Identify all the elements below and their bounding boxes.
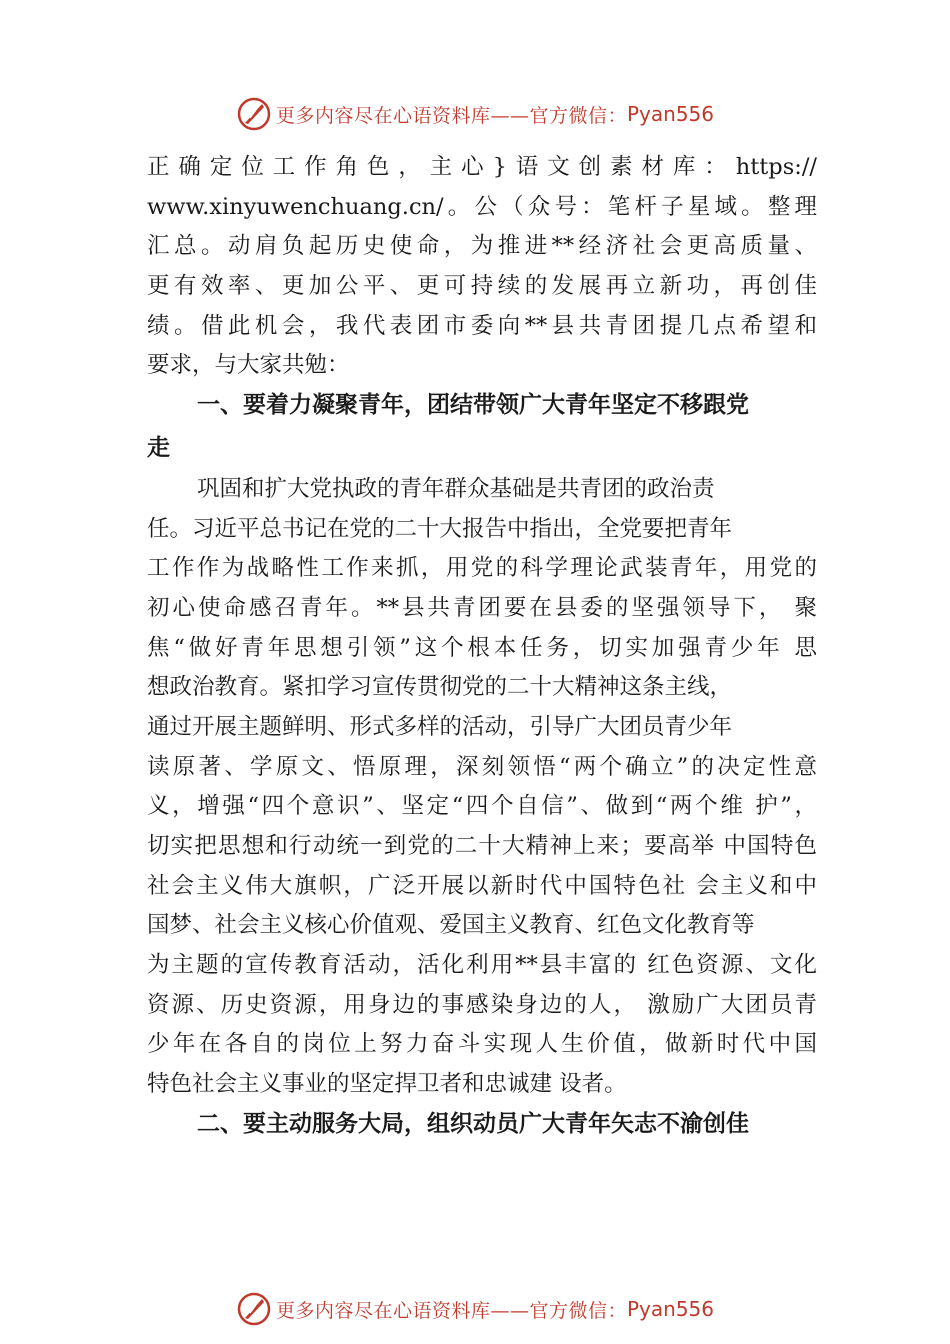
- paragraph-line: 切实把思想和行动统一到党的二十大精神上来；要高举 中国特色: [147, 833, 817, 859]
- paragraph-line: 巩固和扩大党执政的青年群众基础是共青团的政治责: [197, 475, 715, 502]
- paragraph-line: 读原著、学原文、悟原理，深刻领悟“两个确立”的决定性意: [147, 753, 817, 780]
- paragraph-line: 义，增强“四个意识”、坚定“四个自信”、做到“两个维 护”，: [147, 793, 817, 820]
- paragraph-line: 更有效率、更加公平、更可持续的发展再立新功，再创佳: [147, 273, 817, 300]
- paragraph-line: 绩。借此机会，我代表团市委向**县共青团提几点希望和: [147, 312, 817, 339]
- section-heading-line: 走: [147, 434, 170, 461]
- paragraph-line: 特色社会主义事业的坚定捍卫者和忠诚建 设者。: [147, 1071, 627, 1098]
- paragraph-line: 汇总。动肩负起历史使命，为推进**经济社会更高质量、: [147, 233, 817, 260]
- paragraph-line: 社会主义伟大旗帜，广泛开展以新时代中国特色社 会主义和中: [147, 872, 817, 899]
- section-heading-line: 一、要着力凝聚青年，团结带领广大青年坚定不移跟党: [197, 392, 749, 419]
- document-body: [147, 148, 817, 1145]
- quill-seal-icon: [236, 96, 272, 132]
- paragraph-line: 想政治教育。紧扣学习宣传贯彻党的二十大精神这条主线，: [147, 674, 733, 701]
- paragraph-line: 工作作为战略性工作来抓，用党的科学理论武装青年，用党的: [147, 555, 817, 582]
- paragraph-line: 资源、历史资源，用身边的事感染身边的人， 激励广大团员青: [147, 991, 817, 1018]
- paragraph-line: 少年在各自的岗位上努力奋斗实现人生价值，做新时代中国: [147, 1031, 817, 1058]
- quill-seal-icon: [236, 1291, 272, 1327]
- paragraph-line: 焦“做好青年思想引领”这个根本任务，切实加强青少年 思: [147, 634, 817, 661]
- wechat-id: Pyan556: [627, 1297, 715, 1321]
- section-heading-line: 二、要主动服务大局，组织动员广大青年矢志不渝创佳: [197, 1110, 749, 1137]
- paragraph-line: 国梦、社会主义核心价值观、爱国主义教育、红色文化教育等: [147, 912, 755, 939]
- banner-text: 更多内容尽在心语资料库——官方微信：: [275, 104, 627, 127]
- wechat-id: Pyan556: [627, 102, 715, 126]
- paragraph-line: 任。习近平总书记在党的二十大报告中指出，全党要把青年: [147, 515, 733, 542]
- paragraph-line: 为主题的宣传教育活动，活化利用**县丰富的 红色资源、文化: [147, 952, 817, 979]
- paragraph-line: 正确定位工作角色，主心}语文创素材库：https://: [147, 154, 817, 180]
- paragraph-line: 要求，与大家共勉：: [147, 352, 350, 379]
- footer-banner: [0, 1287, 950, 1331]
- paragraph-line: www.xinyuwenchuang.cn/。公（众号：笔杆子星域。整理: [147, 193, 817, 220]
- header-banner: [0, 92, 950, 136]
- paragraph-line: 初心使命感召青年。**县共青团要在县委的坚强领导下， 聚: [147, 594, 817, 621]
- paragraph-line: 通过开展主题鲜明、形式多样的活动，引导广大团员青少年: [147, 713, 733, 740]
- banner-text: 更多内容尽在心语资料库——官方微信：: [275, 1299, 627, 1322]
